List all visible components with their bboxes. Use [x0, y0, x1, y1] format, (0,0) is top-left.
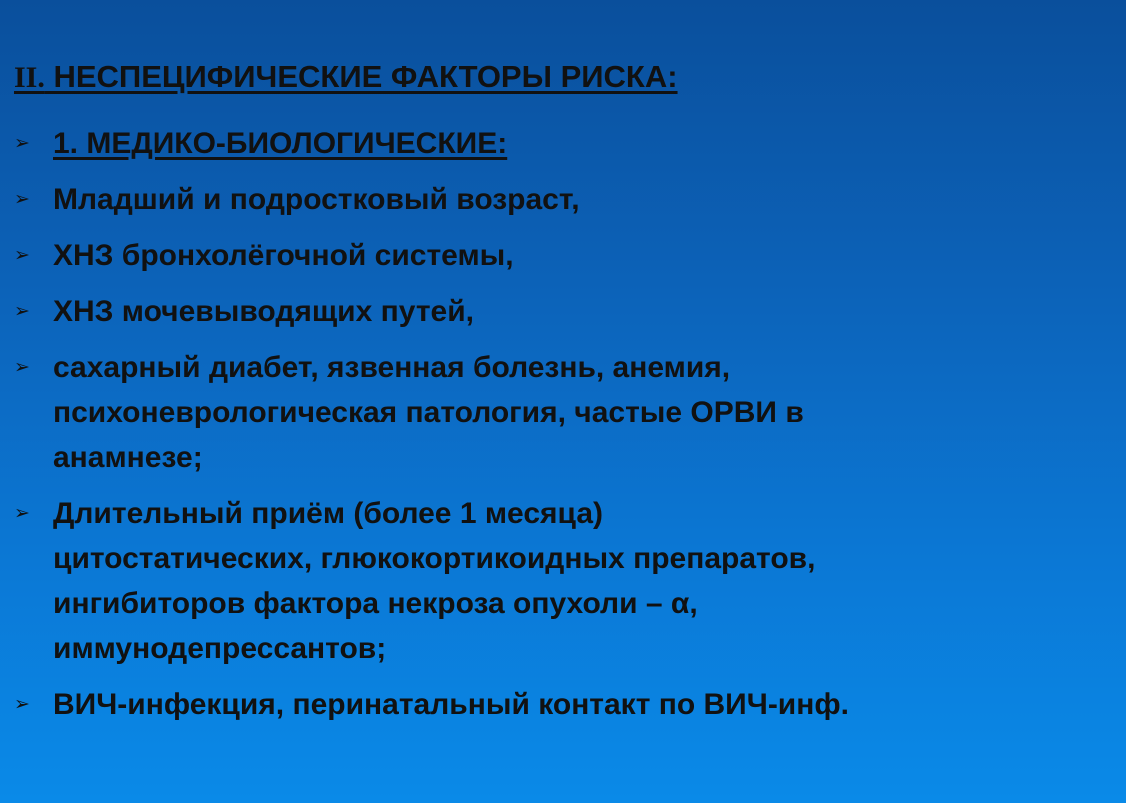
arrowhead-bullet-icon: ➢ — [14, 132, 30, 154]
arrowhead-bullet-icon: ➢ — [14, 693, 30, 715]
arrowhead-bullet-icon: ➢ — [14, 188, 30, 210]
list-item-chronic-conditions — [14, 345, 1104, 480]
list-item-text: Младший и подростковый возраст, — [53, 183, 580, 216]
risk-factor-list — [14, 121, 1104, 727]
heading-text: НЕСПЕЦИФИЧЕСКИЕ ФАКТОРЫ РИСКА: — [44, 59, 678, 94]
list-item-urinary — [14, 289, 1104, 334]
arrowhead-bullet-icon: ➢ — [14, 356, 30, 378]
list-item-long-term-medication — [14, 491, 1104, 671]
list-item-medical-biological — [14, 121, 1104, 166]
list-item-text: сахарный диабет, язвенная болезнь, анемия, психоневрологическая патология, частые ОРВИ в анамнезе; — [53, 351, 804, 474]
list-item-age — [14, 177, 1104, 222]
arrowhead-bullet-icon: ➢ — [14, 300, 30, 322]
heading-roman-numeral: II. — [14, 61, 45, 94]
list-item-bronchopulmonary — [14, 233, 1104, 278]
slide-heading — [14, 58, 678, 97]
list-item-hiv — [14, 682, 1104, 727]
list-item-text: ВИЧ-инфекция, перинатальный контакт по ВИЧ-инф. — [53, 688, 849, 721]
list-item-text: Длительный приём (более 1 месяца) цитостатических, глюкокортикоидных препаратов, ингибиторов фактора некроза опухоли – α, иммунодепрессантов; — [53, 497, 816, 665]
arrowhead-bullet-icon: ➢ — [14, 502, 30, 524]
list-item-text: 1. МЕДИКО-БИОЛОГИЧЕСКИЕ: — [53, 127, 508, 160]
list-item-text: ХНЗ бронхолёгочной системы, — [53, 239, 514, 272]
list-item-text: ХНЗ мочевыводящих путей, — [53, 295, 474, 328]
arrowhead-bullet-icon: ➢ — [14, 244, 30, 266]
